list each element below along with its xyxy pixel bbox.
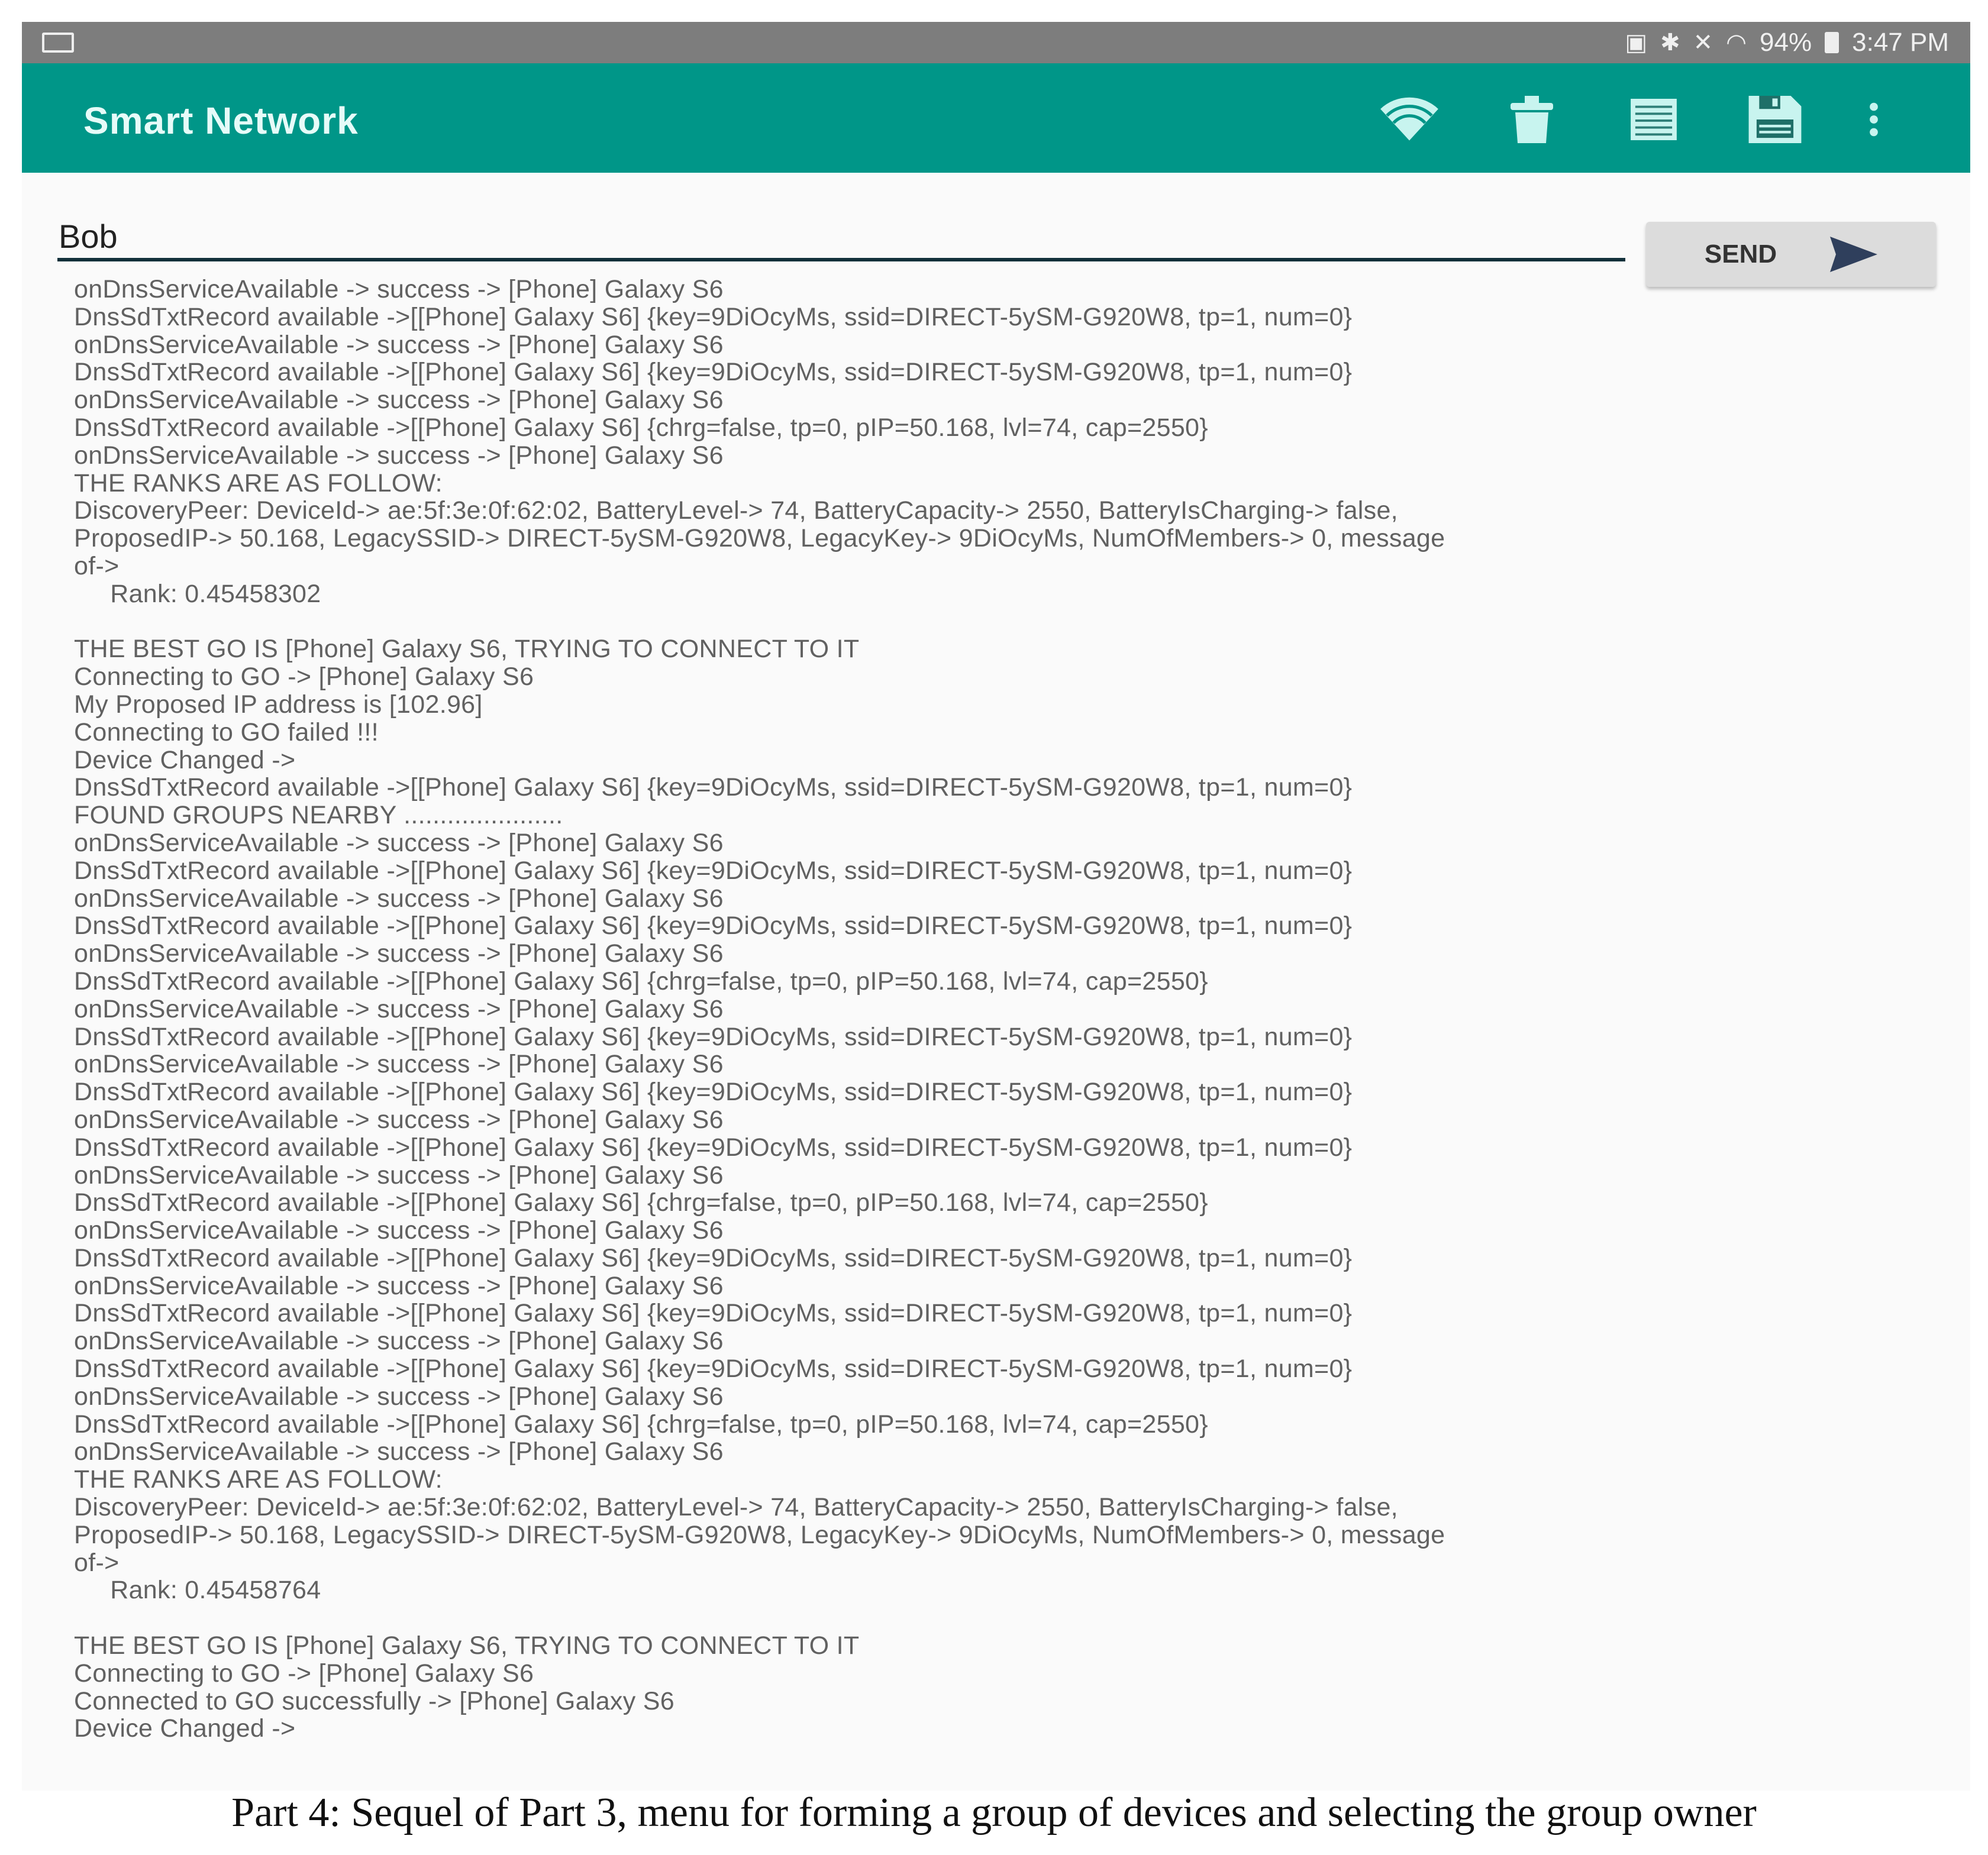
log-line: DnsSdTxtRecord available ->[[Phone] Galaxy S6] {chrg=false, tp=0, pIP=50.168, lvl=74, cap=2550}	[74, 413, 1208, 442]
app-window	[22, 22, 1970, 1791]
wifi-signal-icon: ◠	[1726, 30, 1747, 56]
log-line: onDnsServiceAvailable -> success -> [Phone] Galaxy S6	[74, 884, 724, 913]
log-line: DnsSdTxtRecord available ->[[Phone] Galaxy S6] {key=9DiOcyMs, ssid=DIRECT-5ySM-G920W8, tp=1, num=0}	[74, 1133, 1353, 1162]
battery-percent: 94%	[1760, 28, 1812, 57]
send-arrow-icon	[1830, 237, 1877, 272]
log-line: onDnsServiceAvailable -> success -> [Phone] Galaxy S6	[74, 330, 724, 359]
more-icon	[1868, 102, 1880, 137]
send-button[interactable]	[1646, 222, 1936, 287]
log-line: DnsSdTxtRecord available ->[[Phone] Galaxy S6] {key=9DiOcyMs, ssid=DIRECT-5ySM-G920W8, tp=1, num=0}	[74, 1299, 1353, 1328]
log-line: of->	[74, 551, 120, 580]
log-line: DnsSdTxtRecord available ->[[Phone] Galaxy S6] {chrg=false, tp=0, pIP=50.168, lvl=74, cap=2550}	[74, 1188, 1208, 1217]
log-line: onDnsServiceAvailable -> success -> [Phone] Galaxy S6	[74, 275, 724, 303]
log-line: DnsSdTxtRecord available ->[[Phone] Galaxy S6] {key=9DiOcyMs, ssid=DIRECT-5ySM-G920W8, tp=1, num=0}	[74, 358, 1353, 387]
save-button[interactable]	[1742, 87, 1808, 152]
log-line: DnsSdTxtRecord available ->[[Phone] Galaxy S6] {key=9DiOcyMs, ssid=DIRECT-5ySM-G920W8, tp=1, num=0}	[74, 773, 1353, 802]
log-line: onDnsServiceAvailable -> success -> [Phone] Galaxy S6	[74, 441, 724, 470]
log-line: onDnsServiceAvailable -> success -> [Phone] Galaxy S6	[74, 1050, 724, 1079]
log-line: ProposedIP-> 50.168, LegacySSID-> DIRECT-5ySM-G920W8, LegacyKey-> 9DiOcyMs, NumOfMembers-> 0, message	[74, 1520, 1445, 1549]
log-line: onDnsServiceAvailable -> success -> [Phone] Galaxy S6	[74, 1216, 724, 1245]
log-line: onDnsServiceAvailable -> success -> [Phone] Galaxy S6	[74, 939, 724, 968]
log-line: onDnsServiceAvailable -> success -> [Phone] Galaxy S6	[74, 828, 724, 857]
log-line: Connecting to GO -> [Phone] Galaxy S6	[74, 1659, 534, 1688]
log-line: DnsSdTxtRecord available ->[[Phone] Galaxy S6] {key=9DiOcyMs, ssid=DIRECT-5ySM-G920W8, tp=1, num=0}	[74, 912, 1353, 941]
gallery-notification-icon	[42, 33, 74, 53]
log-line	[74, 1604, 1445, 1632]
log-line	[74, 608, 1445, 636]
log-line: onDnsServiceAvailable -> success -> [Phone] Galaxy S6	[74, 994, 724, 1023]
log-line: DiscoveryPeer: DeviceId-> ae:5f:3e:0f:62:02, BatteryLevel-> 74, BatteryCapacity-> 2550, BatteryIsCharging-> false,	[74, 1493, 1398, 1522]
log-line: onDnsServiceAvailable -> success -> [Phone] Galaxy S6	[74, 1382, 724, 1411]
log-line: DnsSdTxtRecord available ->[[Phone] Galaxy S6] {key=9DiOcyMs, ssid=DIRECT-5ySM-G920W8, tp=1, num=0}	[74, 302, 1353, 331]
log-line: Connecting to GO failed !!!	[74, 718, 379, 746]
status-bar	[22, 22, 1970, 63]
bluetooth-icon: ✱	[1660, 30, 1680, 56]
log-line: DnsSdTxtRecord available ->[[Phone] Galaxy S6] {chrg=false, tp=0, pIP=50.168, lvl=74, cap=2550}	[74, 967, 1208, 996]
log-line: DnsSdTxtRecord available ->[[Phone] Galaxy S6] {key=9DiOcyMs, ssid=DIRECT-5ySM-G920W8, tp=1, num=0}	[74, 1243, 1353, 1272]
log-line: DnsSdTxtRecord available ->[[Phone] Galaxy S6] {key=9DiOcyMs, ssid=DIRECT-5ySM-G920W8, tp=1, num=0}	[74, 856, 1353, 885]
clock: 3:47 PM	[1852, 28, 1949, 57]
log-line: DnsSdTxtRecord available ->[[Phone] Galaxy S6] {key=9DiOcyMs, ssid=DIRECT-5ySM-G920W8, tp=1, num=0}	[74, 1078, 1353, 1107]
list-icon	[1630, 99, 1677, 140]
log-line: onDnsServiceAvailable -> success -> [Phone] Galaxy S6	[74, 1161, 724, 1190]
lock-icon: ▣	[1625, 30, 1648, 56]
log-line: onDnsServiceAvailable -> success -> [Phone] Galaxy S6	[74, 1437, 724, 1466]
log-line: THE RANKS ARE AS FOLLOW:	[74, 468, 443, 497]
log-line: of->	[74, 1548, 120, 1577]
log-line: THE BEST GO IS [Phone] Galaxy S6, TRYING TO CONNECT TO IT	[74, 635, 860, 664]
log-line: DiscoveryPeer: DeviceId-> ae:5f:3e:0f:62:02, BatteryLevel-> 74, BatteryCapacity-> 2550, BatteryIsCharging-> false,	[74, 496, 1398, 525]
log-line: ProposedIP-> 50.168, LegacySSID-> DIRECT-5ySM-G920W8, LegacyKey-> 9DiOcyMs, NumOfMembers-> 0, message	[74, 524, 1445, 553]
mute-icon: ✕	[1693, 30, 1713, 56]
log-line: THE BEST GO IS [Phone] Galaxy S6, TRYING TO CONNECT TO IT	[74, 1631, 860, 1660]
log-line: Rank: 0.45458302	[74, 579, 321, 608]
log-line: onDnsServiceAvailable -> success -> [Phone] Galaxy S6	[74, 1105, 724, 1134]
log-line: DnsSdTxtRecord available ->[[Phone] Galaxy S6] {key=9DiOcyMs, ssid=DIRECT-5ySM-G920W8, tp=1, num=0}	[74, 1022, 1353, 1051]
log-line: DnsSdTxtRecord available ->[[Phone] Galaxy S6] {key=9DiOcyMs, ssid=DIRECT-5ySM-G920W8, tp=1, num=0}	[74, 1355, 1353, 1384]
log-line: onDnsServiceAvailable -> success -> [Phone] Galaxy S6	[74, 386, 724, 415]
log-line: DnsSdTxtRecord available ->[[Phone] Galaxy S6] {chrg=false, tp=0, pIP=50.168, lvl=74, cap=2550}	[74, 1410, 1208, 1439]
log-line: Connected to GO successfully -> [Phone] Galaxy S6	[74, 1686, 674, 1715]
overflow-menu-button[interactable]	[1850, 87, 1897, 152]
log-line: Rank: 0.45458764	[74, 1576, 321, 1605]
figure-caption: Part 4: Sequel of Part 3, menu for forming a group of devices and selecting the group owner	[231, 1790, 1757, 1835]
delete-button[interactable]	[1499, 87, 1564, 152]
log-line: THE RANKS ARE AS FOLLOW:	[74, 1465, 443, 1494]
log-line: Device Changed ->	[74, 745, 296, 774]
log-button[interactable]	[1621, 87, 1686, 152]
app-toolbar	[22, 63, 1970, 173]
log-line: Connecting to GO -> [Phone] Galaxy S6	[74, 662, 534, 691]
log-line: onDnsServiceAvailable -> success -> [Phone] Galaxy S6	[74, 1327, 724, 1356]
save-icon	[1748, 96, 1802, 143]
app-title: Smart Network	[83, 99, 359, 142]
battery-icon	[1825, 32, 1839, 53]
wifi-icon	[1377, 96, 1442, 143]
message-input[interactable]	[57, 214, 1625, 261]
trash-icon	[1511, 96, 1553, 143]
log-line: onDnsServiceAvailable -> success -> [Phone] Galaxy S6	[74, 1271, 724, 1300]
log-line: FOUND GROUPS NEARBY ......................	[74, 801, 563, 830]
wifi-button[interactable]	[1377, 87, 1442, 152]
send-label: SEND	[1704, 240, 1777, 269]
log-line: My Proposed IP address is [102.96]	[74, 690, 483, 719]
log-line: Device Changed ->	[74, 1714, 296, 1743]
log-output[interactable]	[22, 275, 1970, 1788]
